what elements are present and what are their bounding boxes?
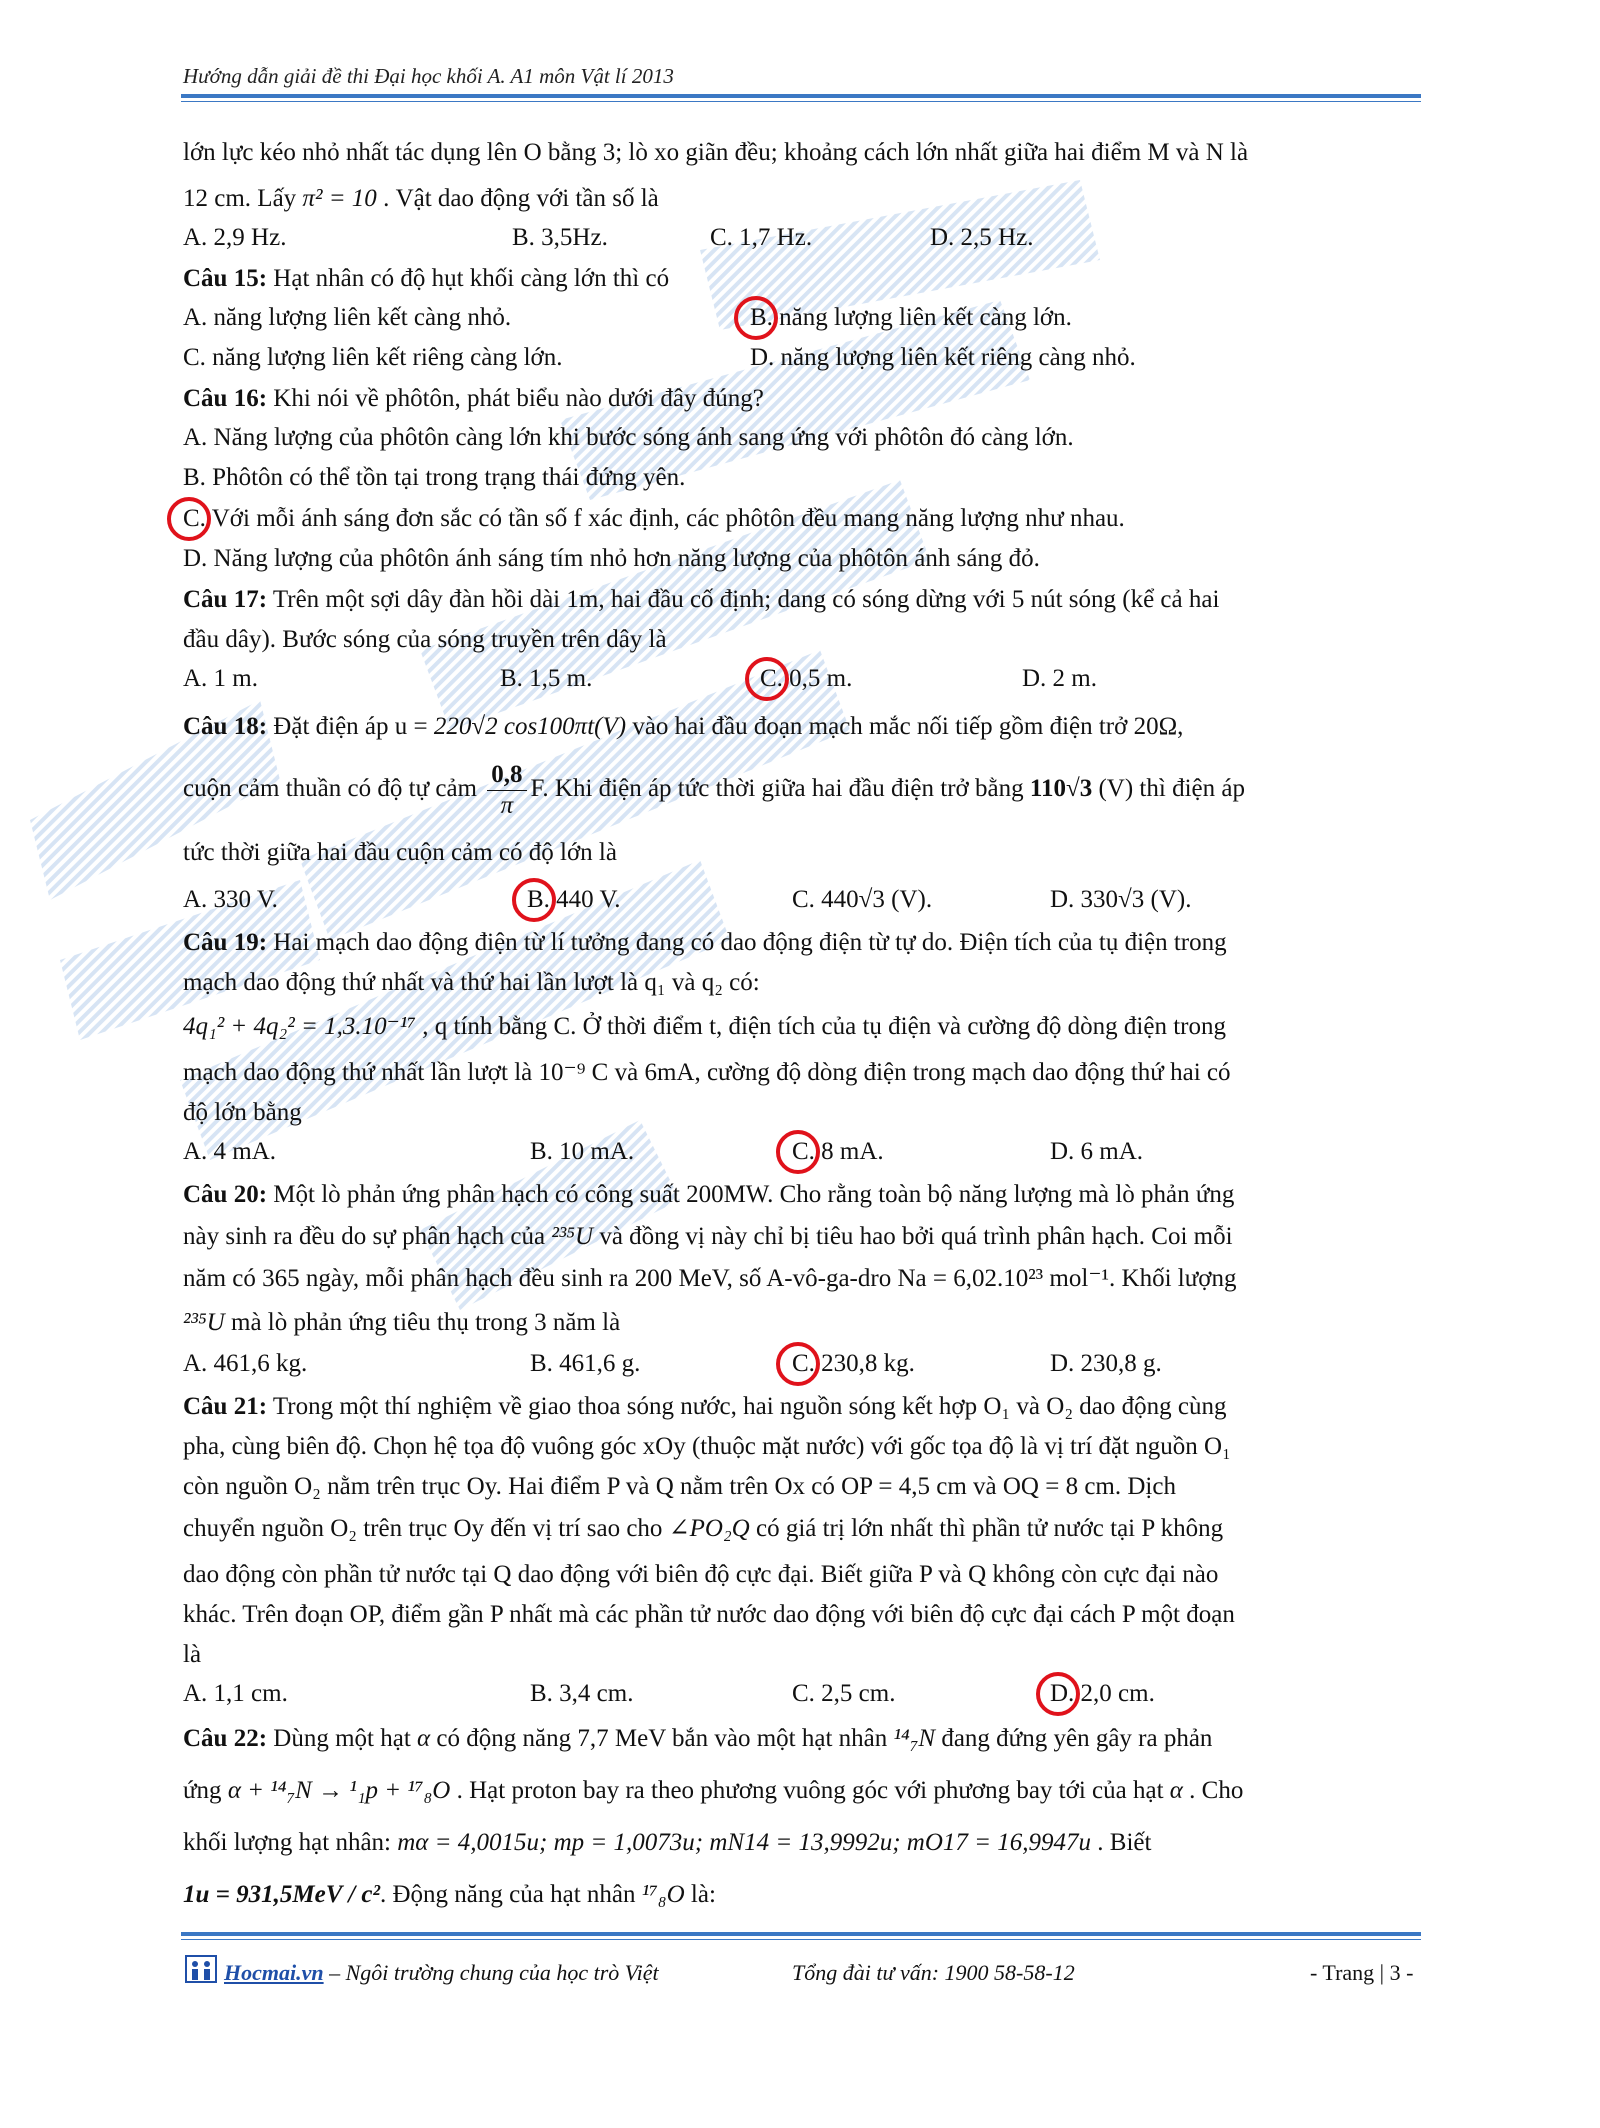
- q15-answer-b: B. năng lượng liên kết càng lớn.: [750, 304, 1072, 331]
- hocmai-link[interactable]: Hocmai.vn: [224, 1960, 324, 1985]
- header-rule-thick: [181, 94, 1421, 98]
- q20-answer-c: C. 230,8 kg.: [792, 1350, 915, 1377]
- q19-question-line4: mạch dao động thứ nhất lần lượt là 10⁻⁹ C và 6mA, cường độ dòng điện trong mạch dao động thứ hai có: [183, 1059, 1231, 1086]
- q16-answer-b: B. Phôtôn có thể tồn tại trong trạng thái đứng yên.: [183, 464, 686, 491]
- q17-answer-c: C. 0,5 m.: [760, 665, 853, 692]
- footer-left: Hocmai.vn – Ngôi trường chung của học trò Việt: [224, 1960, 659, 1985]
- q17-question-line1: Câu 17: Trên một sợi dây đàn hồi dài 1m, hai đầu cố định; dang có sóng dừng với 5 nút sóng (kể cả hai: [183, 586, 1220, 613]
- q19-question-line5: độ lớn bằng: [183, 1099, 302, 1126]
- q21-question-line3: còn nguồn O₂ nằm trên trục Oy. Hai điểm P và Q nằm trên Ox có OP = 4,5 cm và OQ = 8 cm. Dịch: [183, 1473, 1176, 1500]
- answer-circle: [512, 878, 556, 922]
- q18-answer-a: A. 330 V.: [183, 886, 278, 913]
- q21-answer-b: B. 3,4 cm.: [530, 1680, 634, 1707]
- q16-question: Câu 16: Khi nói về phôtôn, phát biểu nào dưới đây đúng?: [183, 385, 764, 412]
- footer-rule-thick: [181, 1932, 1421, 1936]
- answer-circle: [776, 1342, 820, 1386]
- q21-question-line2: pha, cùng biên độ. Chọn hệ tọa độ vuông góc xOy (thuộc mặt nước) với gốc tọa độ là vị trí đặt nguồn O₁: [183, 1433, 1231, 1460]
- q20-question-line3: năm có 365 ngày, mỗi phân hạch đều sinh ra 200 MeV, số A-vô-ga-dro Na = 6,02.10²³ mol⁻¹. Khối lượng: [183, 1265, 1237, 1292]
- answer-circle: [167, 497, 211, 541]
- q19-answer-a: A. 4 mA.: [183, 1138, 277, 1165]
- nitrogen-symbol: ¹⁴₇N: [893, 1725, 936, 1752]
- q18-question-line1: Câu 18: Đặt điện áp u = 220√2 cos100πt(V) vào hai đầu đoạn mạch mắc nối tiếp gồm điện trở 20Ω,: [183, 713, 1184, 740]
- q18-answer-c: C. 440√3 (V).: [792, 886, 933, 913]
- charge-equation: 4q₁² + 4q₂² = 1,3.10⁻¹⁷: [183, 1013, 416, 1040]
- q18-question-line3: tức thời giữa hai đầu cuộn cảm có độ lớn là: [183, 839, 617, 866]
- q22-question-line1: Câu 22: Dùng một hạt α có động năng 7,7 MeV bắn vào một hạt nhân ¹⁴₇N đang đứng yên gây ra phản: [183, 1725, 1213, 1752]
- uranium-symbol: ²³⁵U: [183, 1309, 225, 1336]
- q16-answer-a: A. Năng lượng của phôtôn càng lớn khi bước sóng ánh sang ứng với phôtôn đó càng lớn.: [183, 424, 1074, 451]
- q17-answer-b: B. 1,5 m.: [500, 665, 593, 692]
- q20-answer-d: D. 230,8 g.: [1050, 1350, 1162, 1377]
- q22-question-line4: 1u = 931,5MeV / c². Động năng của hạt nhân ¹⁷₈O là:: [183, 1881, 716, 1908]
- oxygen-symbol: ¹⁷₈O: [641, 1881, 685, 1908]
- page-number: - Trang | 3 -: [1310, 1960, 1414, 1985]
- q17-answer-d: D. 2 m.: [1022, 665, 1097, 692]
- answer-circle: [1036, 1672, 1080, 1716]
- q22-question-line3: khối lượng hạt nhân: mα = 4,0015u; mp = 1,0073u; mN14 = 13,9992u; mO17 = 16,9947u . Biết: [183, 1829, 1152, 1856]
- page-header-title: Hướng dẫn giải đề thi Đại học khối A. A1 môn Vật lí 2013: [183, 64, 674, 88]
- q14-text-line2: 12 cm. Lấy π² = 10 . Vật dao động với tần số là: [183, 185, 659, 212]
- q21-question-line7: là: [183, 1641, 202, 1668]
- q15-question: Câu 15: Hạt nhân có độ hụt khối càng lớn thì có: [183, 265, 670, 292]
- q21-answer-c: C. 2,5 cm.: [792, 1680, 896, 1707]
- q20-question-line2: này sinh ra đều do sự phân hạch của ²³⁵U và đồng vị này chỉ bị tiêu hao bởi quá trình phân hạch. Coi mỗi: [183, 1223, 1233, 1250]
- q15-answer-a: A. năng lượng liên kết càng nhỏ.: [183, 304, 512, 331]
- reaction-equation: α + ¹⁴₇N → ¹₁p + ¹⁷₈O: [227, 1777, 451, 1804]
- q19-answer-b: B. 10 mA.: [530, 1138, 635, 1165]
- answer-circle: [734, 296, 778, 340]
- answer-circle: [745, 657, 789, 701]
- q20-answer-b: B. 461,6 g.: [530, 1350, 641, 1377]
- q21-answer-a: A. 1,1 cm.: [183, 1680, 288, 1707]
- q21-answer-d: D. 2,0 cm.: [1050, 1680, 1155, 1707]
- q14-answer-d: D. 2,5 Hz.: [930, 224, 1034, 251]
- answer-circle: [776, 1130, 820, 1174]
- q17-answer-a: A. 1 m.: [183, 665, 258, 692]
- footer-rule-thin: [181, 1939, 1421, 1940]
- q16-answer-c: C. Với mỗi ánh sáng đơn sắc có tần số f xác định, các phôtôn đều mang năng lượng như nhau.: [183, 505, 1125, 532]
- pi-squared-formula: π² = 10: [302, 185, 377, 212]
- q15-answer-c: C. năng lượng liên kết riêng càng lớn.: [183, 344, 563, 371]
- hocmai-logo-icon: [184, 1952, 218, 1986]
- inductance-fraction: $\frac{0,8}{\pi}$: [487, 760, 526, 821]
- q14-answer-c: C. 1,7 Hz.: [710, 224, 813, 251]
- q21-question-line5: dao động còn phần tử nước tại Q dao động với biên độ cực đại. Biết giữa P và Q không còn cực đại nào: [183, 1561, 1219, 1588]
- q19-answer-c: C. 8 mA.: [792, 1138, 884, 1165]
- q19-question-line2: mạch dao động thứ nhất và thứ hai lần lượt là q₁ và q₂ có:: [183, 969, 760, 996]
- uranium-symbol: ²³⁵U: [551, 1223, 594, 1250]
- q19-answer-d: D. 6 mA.: [1050, 1138, 1144, 1165]
- q19-question-line3: 4q₁² + 4q₂² = 1,3.10⁻¹⁷ , q tính bằng C. Ở thời điểm t, điện tích của tụ điện và cường độ dòng điện trong: [183, 1013, 1226, 1040]
- q21-question-line1: Câu 21: Trong một thí nghiệm về giao thoa sóng nước, hai nguồn sóng kết hợp O₁ và O₂ dao động cùng: [183, 1393, 1227, 1420]
- q21-question-line6: khác. Trên đoạn OP, điểm gần P nhất mà các phần tử nước dao động với biên độ cực đại cách P một đoạn: [183, 1601, 1235, 1628]
- q14-answer-b: B. 3,5Hz.: [512, 224, 608, 251]
- q14-answer-a: A. 2,9 Hz.: [183, 224, 287, 251]
- q14-text-line1: lớn lực kéo nhỏ nhất tác dụng lên O bằng 3; lò xo giãn đều; khoảng cách lớn nhất giữa hai điểm M và N là: [183, 139, 1249, 166]
- q20-question-line4: ²³⁵U mà lò phản ứng tiêu thụ trong 3 năm là: [183, 1309, 621, 1336]
- q17-question-line2: đầu dây). Bước sóng của sóng truyền trên dây là: [183, 626, 667, 653]
- angle-formula: ∠PO₂Q: [668, 1515, 750, 1542]
- q20-answer-a: A. 461,6 kg.: [183, 1350, 308, 1377]
- q19-question-line1: Câu 19: Hai mạch dao động điện từ lí tưởng đang có dao động điện từ tự do. Điện tích của tụ điện trong: [183, 929, 1227, 956]
- q21-question-line4: chuyển nguồn O₂ trên trục Oy đến vị trí sao cho ∠PO₂Q có giá trị lớn nhất thì phần tử nước tại P không: [183, 1515, 1224, 1542]
- q18-question-line2: cuộn cảm thuần có độ tự cảm $\frac{0,8}{\pi}$ F. Khi điện áp tức thời giữa hai đầu điện trở bằng 110√3 (V) thì điện áp: [183, 761, 1245, 819]
- mass-energy-formula: 1u = 931,5MeV / c²: [183, 1881, 380, 1908]
- voltage-formula: 220√2 cos100πt(V): [433, 713, 627, 740]
- q18-answer-b: B. 440 V.: [527, 886, 621, 913]
- q22-question-line2: ứng α + ¹⁴₇N → ¹₁p + ¹⁷₈O . Hạt proton bay ra theo phương vuông góc với phương bay tới của hạt α . Cho: [183, 1777, 1244, 1804]
- q16-answer-d: D. Năng lượng của phôtôn ánh sáng tím nhỏ hơn năng lượng của phôtôn ánh sáng đỏ.: [183, 545, 1040, 572]
- header-rule-thin: [181, 101, 1421, 102]
- q20-question-line1: Câu 20: Một lò phản ứng phân hạch có công suất 200MW. Cho rằng toàn bộ năng lượng mà lò phản ứng: [183, 1181, 1235, 1208]
- mass-values: mα = 4,0015u; mp = 1,0073u; mN14 = 13,9992u; mO17 = 16,9947u: [397, 1829, 1092, 1856]
- q18-answer-d: D. 330√3 (V).: [1050, 886, 1192, 913]
- footer-hotline: Tổng đài tư vấn: 1900 58-58-12: [792, 1960, 1075, 1985]
- q15-answer-d: D. năng lượng liên kết riêng càng nhỏ.: [750, 344, 1136, 371]
